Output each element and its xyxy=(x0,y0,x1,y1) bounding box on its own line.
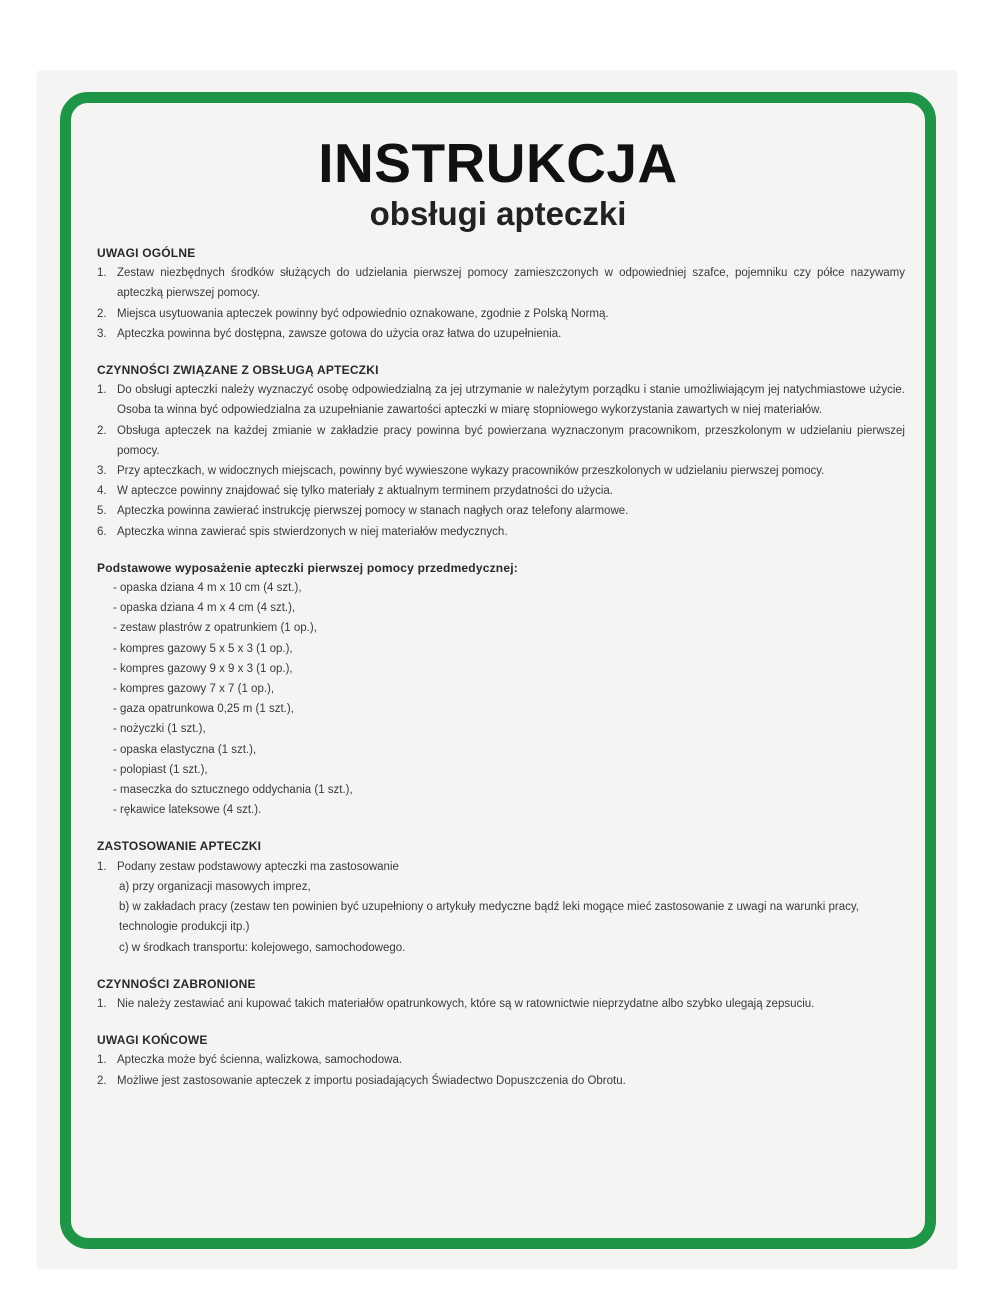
section-heading: ZASTOSOWANIE APTECZKI xyxy=(97,839,262,854)
section-heading: UWAGI KOŃCOWE xyxy=(97,1033,208,1048)
list-item: 6. Apteczka winna zawierać spis stwierdzonych w niej materiałów medycznych. xyxy=(97,525,508,538)
equipment-item: - maseczka do sztucznego oddychania (1 szt.), xyxy=(113,784,353,797)
section-heading: UWAGI OGÓLNE xyxy=(97,246,196,260)
list-item: 1. Do obsługi apteczki należy wyznaczyć osobę odpowiedzialną za jej utrzymanie w należytym porządku i stanie umożliwiającym jej natychmiastowe użycie. Osoba ta winna być odpowiedzialna za uzupełnianie zawartości apteczki w miarę stopniowego wykorzystania zawartych w niej materiałów. xyxy=(97,384,905,417)
list-item: 1. Apteczka może być ścienna, walizkowa, samochodowa. xyxy=(97,1054,403,1067)
list-item: 3. Przy apteczkach, w widocznych miejscach, powinny być wywieszone wykazy pracowników przeszkolonych w udzielaniu pierwszej pomocy. xyxy=(97,465,825,478)
equipment-item: - opaska dziana 4 m x 10 cm (4 szt.), xyxy=(113,582,302,595)
instruction-content xyxy=(97,243,905,1107)
equipment-item: - gaza opatrunkowa 0,25 m (1 szt.), xyxy=(113,703,294,716)
section-final xyxy=(97,1030,905,1091)
section-application xyxy=(97,836,905,957)
equipment-item: - opaska elastyczna (1 szt.), xyxy=(113,743,257,756)
application-item: c) w środkach transportu: kolejowego, samochodowego. xyxy=(119,941,406,954)
list-item: 5. Apteczka powinna zawierać instrukcję pierwszej pomocy w stanach nagłych oraz telefony alarmowe. xyxy=(97,505,629,518)
section-heading: CZYNNOŚCI ZABRONIONE xyxy=(97,976,256,991)
application-item: a) przy organizacji masowych imprez, xyxy=(119,880,311,893)
section-heading: CZYNNOŚCI ZWIĄZANE Z OBSŁUGĄ APTECZKI xyxy=(97,363,379,378)
green-border-frame xyxy=(60,92,936,1249)
list-item: 2. Obsługa apteczek na każdej zmianie w zakładzie pracy powinna być powierzana wyznaczonym pracownikom, przeszkolonym w udzielaniu pierwszej pomocy. xyxy=(97,424,905,457)
list-item: 1. Nie należy zestawiać ani kupować takich materiałów opatrunkowych, które są w ratownictwie nieprzydatne albo szybko ulegają zepsuciu. xyxy=(97,997,815,1010)
sign-subtitle: obsługi apteczki xyxy=(369,195,627,232)
list-item: 1. Zestaw niezbędnych środków służących do udzielania pierwszej pomocy zamieszczonych w odpowiedniej szafce, pojemniku czy półce nazywamy apteczką pierwszej pomocy. xyxy=(97,267,905,300)
equipment-item: - nożyczki (1 szt.), xyxy=(113,723,206,736)
list-item: 3. Apteczka powinna być dostępna, zawsze gotowa do użycia oraz łatwa do uzupełnienia. xyxy=(97,327,562,340)
list-item: 4. W apteczce powinny znajdować się tylko materiały z aktualnym terminem przydatności do użycia. xyxy=(97,485,613,498)
section-duties xyxy=(97,360,905,542)
section-general xyxy=(97,243,905,344)
application-item: b) w zakładach pracy (zestaw ten powinien być uzupełniony o artykuły medyczne bądź leki mogące mieć zastosowanie z uwagi na warunki pracy, technologie produkcji itp.) xyxy=(119,901,859,934)
equipment-item: - kompres gazowy 9 x 9 x 3 (1 op.), xyxy=(113,662,293,675)
equipment-item: - rękawice lateksowe (4 szt.). xyxy=(113,804,262,817)
sign-sheet xyxy=(38,72,956,1268)
equipment-item: - opaska dziana 4 m x 4 cm (4 szt.), xyxy=(113,602,296,615)
list-item: 1. Podany zestaw podstawowy apteczki ma zastosowanie xyxy=(97,860,399,873)
equipment-item: - zestaw plastrów z opatrunkiem (1 op.), xyxy=(113,622,317,635)
list-item: 2. Możliwe jest zastosowanie apteczek z importu posiadających Świadectwo Dopuszczenia do Obrotu. xyxy=(97,1074,626,1087)
section-equipment xyxy=(97,558,905,821)
equipment-item: - kompres gazowy 7 x 7 (1 op.), xyxy=(113,683,275,696)
equipment-item: - kompres gazowy 5 x 5 x 3 (1 op.), xyxy=(113,642,293,655)
equipment-item: - polopiast (1 szt.), xyxy=(113,763,208,776)
sign-title: INSTRUKCJA xyxy=(318,132,678,194)
list-item: 2. Miejsca usytuowania apteczek powinny być odpowiednio oznakowane, zgodnie z Polską Normą. xyxy=(97,307,609,320)
section-forbidden xyxy=(97,974,905,1014)
section-heading: Podstawowe wyposażenie apteczki pierwszej pomocy przedmedycznej: xyxy=(97,560,518,575)
